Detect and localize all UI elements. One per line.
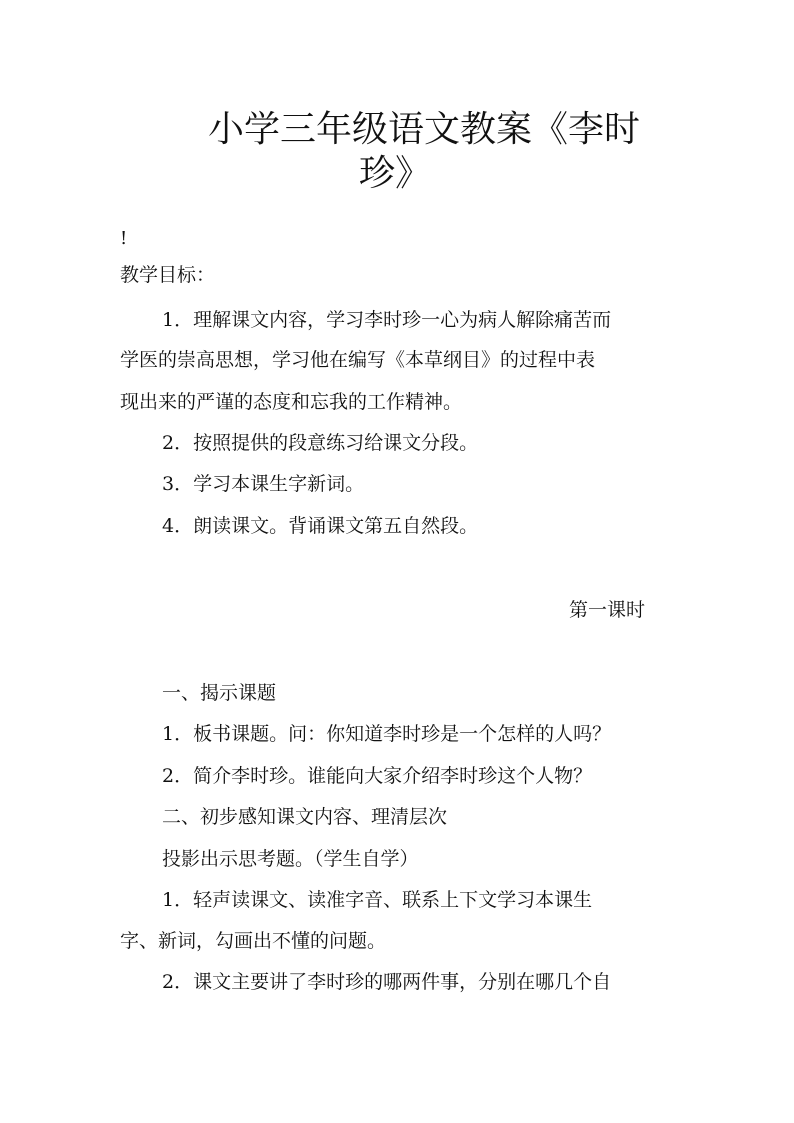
- stray-mark: !: [120, 228, 128, 249]
- section-1-item-2: 2．简介李时珍。谁能向大家介绍李时珍这个人物？: [162, 765, 593, 787]
- lesson-label: 第一课时: [569, 599, 646, 621]
- section-2-heading: 二、初步感知课文内容、理清层次: [162, 806, 448, 828]
- goal-3: 3．学习本课生字新词。: [162, 473, 365, 495]
- section-2-item-1-line-1: 1．轻声读课文、读准字音、联系上下文学习本课生: [162, 889, 593, 911]
- document-title-line-1: 小学三年级语文教案《李时: [208, 109, 641, 150]
- section-2-item-2-line-1: 2．课文主要讲了李时珍的哪两件事，分别在哪几个自: [162, 971, 612, 993]
- goal-1-line-1: 1．理解课文内容，学习李时珍一心为病人解除痛苦而: [162, 309, 612, 331]
- goal-1-line-3: 现出来的严谨的态度和忘我的工作精神。: [120, 391, 463, 413]
- document-title-line-2: 珍》: [359, 153, 432, 194]
- goal-4: 4．朗读课文。背诵课文第五自然段。: [162, 515, 479, 537]
- section-2-intro: 投影出示思考题。（学生自学）: [162, 848, 419, 870]
- section-2-item-1-line-2: 字、新词，勾画出不懂的问题。: [120, 930, 387, 952]
- goal-1-line-2: 学医的崇高思想，学习他在编写《本草纲目》的过程中表: [120, 349, 596, 371]
- section-1-item-1: 1．板书课题。问：你知道李时珍是一个怎样的人吗？: [162, 723, 612, 745]
- section-1-heading: 一、揭示课题: [162, 682, 277, 704]
- goals-heading: 教学目标：: [120, 264, 216, 286]
- goal-2: 2．按照提供的段意练习给课文分段。: [162, 432, 479, 454]
